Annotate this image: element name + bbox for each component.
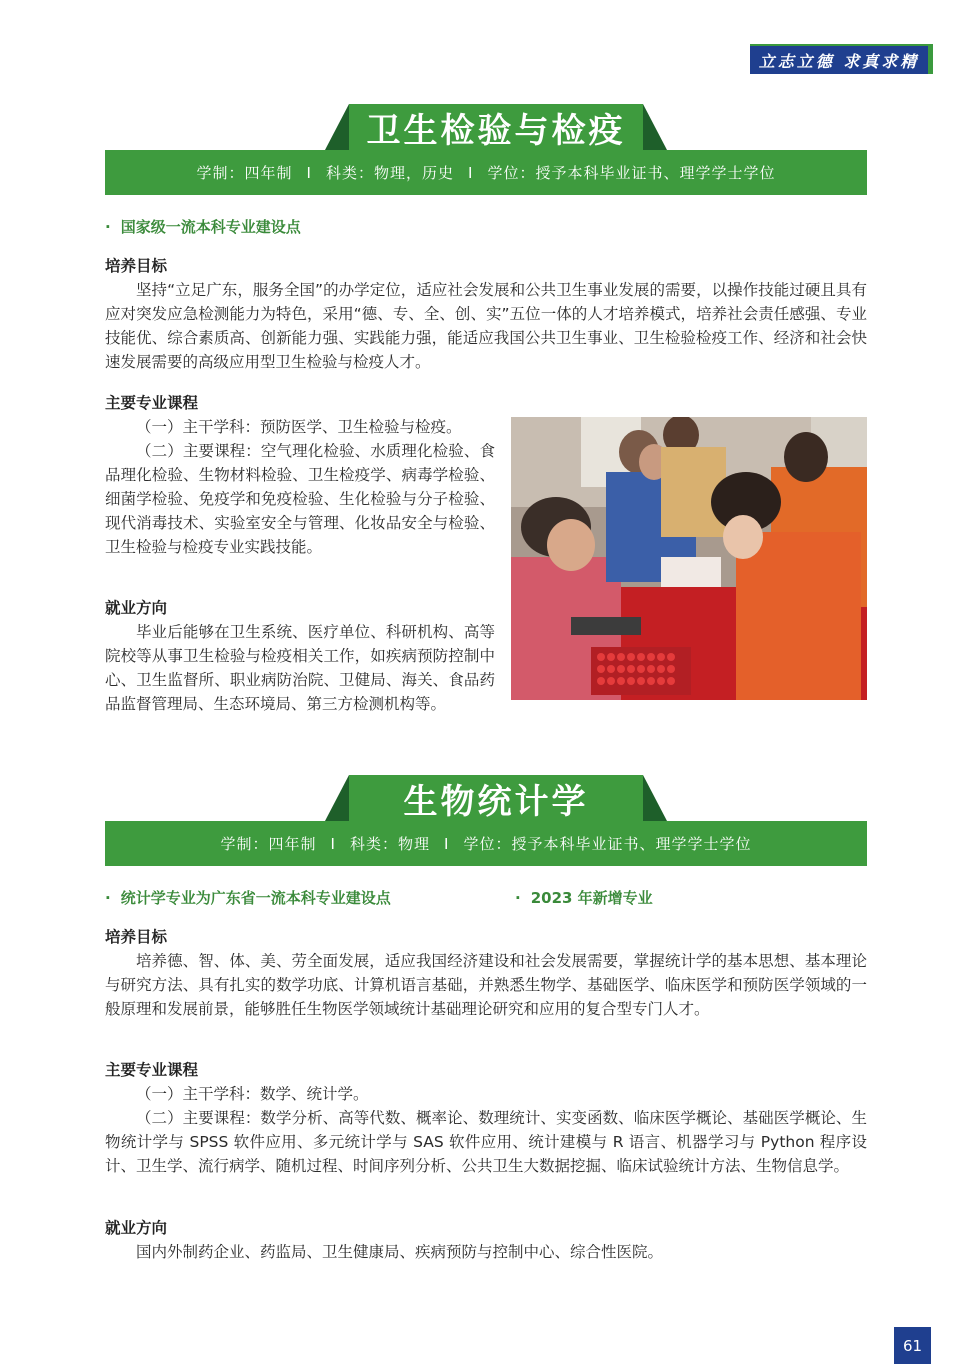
section2-highlights — [105, 886, 867, 910]
section2-info-bar — [105, 821, 867, 866]
section1-header — [105, 104, 867, 195]
section1-degree: 学位：授予本科毕业证书、理学学士学位 — [487, 164, 776, 182]
section1-highlight — [105, 215, 867, 239]
section2-degree: 学位：授予本科毕业证书、理学学士学位 — [463, 835, 752, 853]
section2-courses — [105, 1058, 867, 1178]
section1-career-heading: 就业方向 — [105, 599, 168, 617]
section1-course-2: （二）主要课程：空气理化检验、水质理化检验、食品理化检验、生物材料检验、卫生检疫学、病毒学检验、细菌学检验、免疫学和免疫检验、生化检验与分子检验、现代消毒技术、实验室安全与管理、化妆品安全与检验、卫生检验与检疫专业实践技能。 — [105, 442, 495, 556]
section1-course-1: （一）主干学科：预防医学、卫生检验与检疫。 — [136, 418, 462, 436]
info-separator: I — [468, 163, 474, 182]
section1-highlight-text: 国家级一流本科专业建设点 — [120, 218, 301, 236]
section1-courses — [105, 391, 495, 559]
section2-goal-heading: 培养目标 — [105, 928, 168, 946]
section1-goal-text: 坚持“立足广东，服务全国”的办学定位，适应社会发展和公共卫生事业发展的需要，以操作技能过硬且具有应对突发应急检测能力为特色，采用“德、专、全、创、实”五位一体的人才培养模式，培养社会责任感强、专业技能优、综合素质高、创新能力强、实践能力强，能适应我国公共卫生事业、卫生检验检疫工作、经济和社会快速发展需要的高级应用型卫生检验与检疫人才。 — [105, 281, 867, 371]
tab-right-slant — [643, 104, 667, 150]
testing-event-photo — [511, 417, 867, 700]
section1-goal — [105, 254, 867, 374]
section2-subjects: 科类：物理 — [349, 835, 430, 853]
section1-career-text: 毕业后能够在卫生系统、医疗单位、科研机构、高等院校等从事卫生检验与检疫相关工作，如疾病预防控制中心、卫生监督所、职业病防治院、卫健局、海关、食品药品监督管理局、生态环境局、第三方检测机构等。 — [105, 623, 495, 713]
motto-banner: 立志立德 求真求精 — [750, 44, 933, 74]
section2-goal-text: 培养德、智、体、美、劳全面发展，适应我国经济建设和社会发展需要，掌握统计学的基本思想、基本理论与研究方法、具有扎实的数学功底、计算机语言基础，并熟悉生物学、基础医学、临床医学和预防医学领域的一般原理和发展前景，能够胜任生物医学领域统计基础理论研究和应用的复合型专门人才。 — [105, 952, 867, 1018]
section1-courses-heading: 主要专业课程 — [105, 394, 199, 412]
section2-course-1: （一）主干学科：数学、统计学。 — [136, 1085, 369, 1103]
section2-header — [105, 775, 867, 866]
info-separator: I — [306, 163, 312, 182]
section1-career — [105, 596, 495, 716]
section2-career-heading: 就业方向 — [105, 1219, 168, 1237]
tab-left-slant — [325, 104, 349, 150]
tab-left-slant — [325, 775, 349, 821]
section1-info-bar — [105, 150, 867, 195]
bullet-dot: · — [105, 889, 111, 907]
section2-title: 生物统计学 — [349, 775, 643, 821]
section2-highlight-1: 统计学专业为广东省一流本科专业建设点 — [120, 889, 391, 907]
section2-highlight-2: 2023 年新增专业 — [530, 889, 653, 907]
info-separator: I — [444, 834, 450, 853]
photo-illustration — [511, 417, 867, 700]
bullet-dot: · — [105, 218, 111, 236]
info-separator: I — [330, 834, 336, 853]
section2-goal — [105, 925, 867, 1021]
section1-title-tab — [325, 104, 667, 150]
section2-title-tab — [325, 775, 667, 821]
section2-highlight-2-wrap — [515, 886, 653, 910]
section1-duration: 学制：四年制 — [196, 164, 293, 182]
section1-goal-heading: 培养目标 — [105, 257, 168, 275]
section2-course-2: （二）主要课程：数学分析、高等代数、概率论、数理统计、实变函数、临床医学概论、基础医学概论、生物统计学与 SPSS 软件应用、多元统计学与 SAS 软件应用、统计建模与 R 语言、机器学习与 Python 程序设计、卫生学、流行病学、随机过程、时间序列分析、公共卫生大数据挖掘、临床试验统计方法、生物信息学。 — [105, 1109, 867, 1175]
page-number: 61 — [894, 1327, 931, 1364]
section2-career-text: 国内外制药企业、药监局、卫生健康局、疾病预防与控制中心、综合性医院。 — [136, 1243, 664, 1261]
section2-career — [105, 1216, 867, 1264]
section2-courses-heading: 主要专业课程 — [105, 1061, 199, 1079]
bullet-dot: · — [515, 889, 521, 907]
tab-right-slant — [643, 775, 667, 821]
section2-duration: 学制：四年制 — [220, 835, 317, 853]
section1-title: 卫生检验与检疫 — [349, 104, 643, 150]
section1-subjects: 科类：物理，历史 — [325, 164, 454, 182]
